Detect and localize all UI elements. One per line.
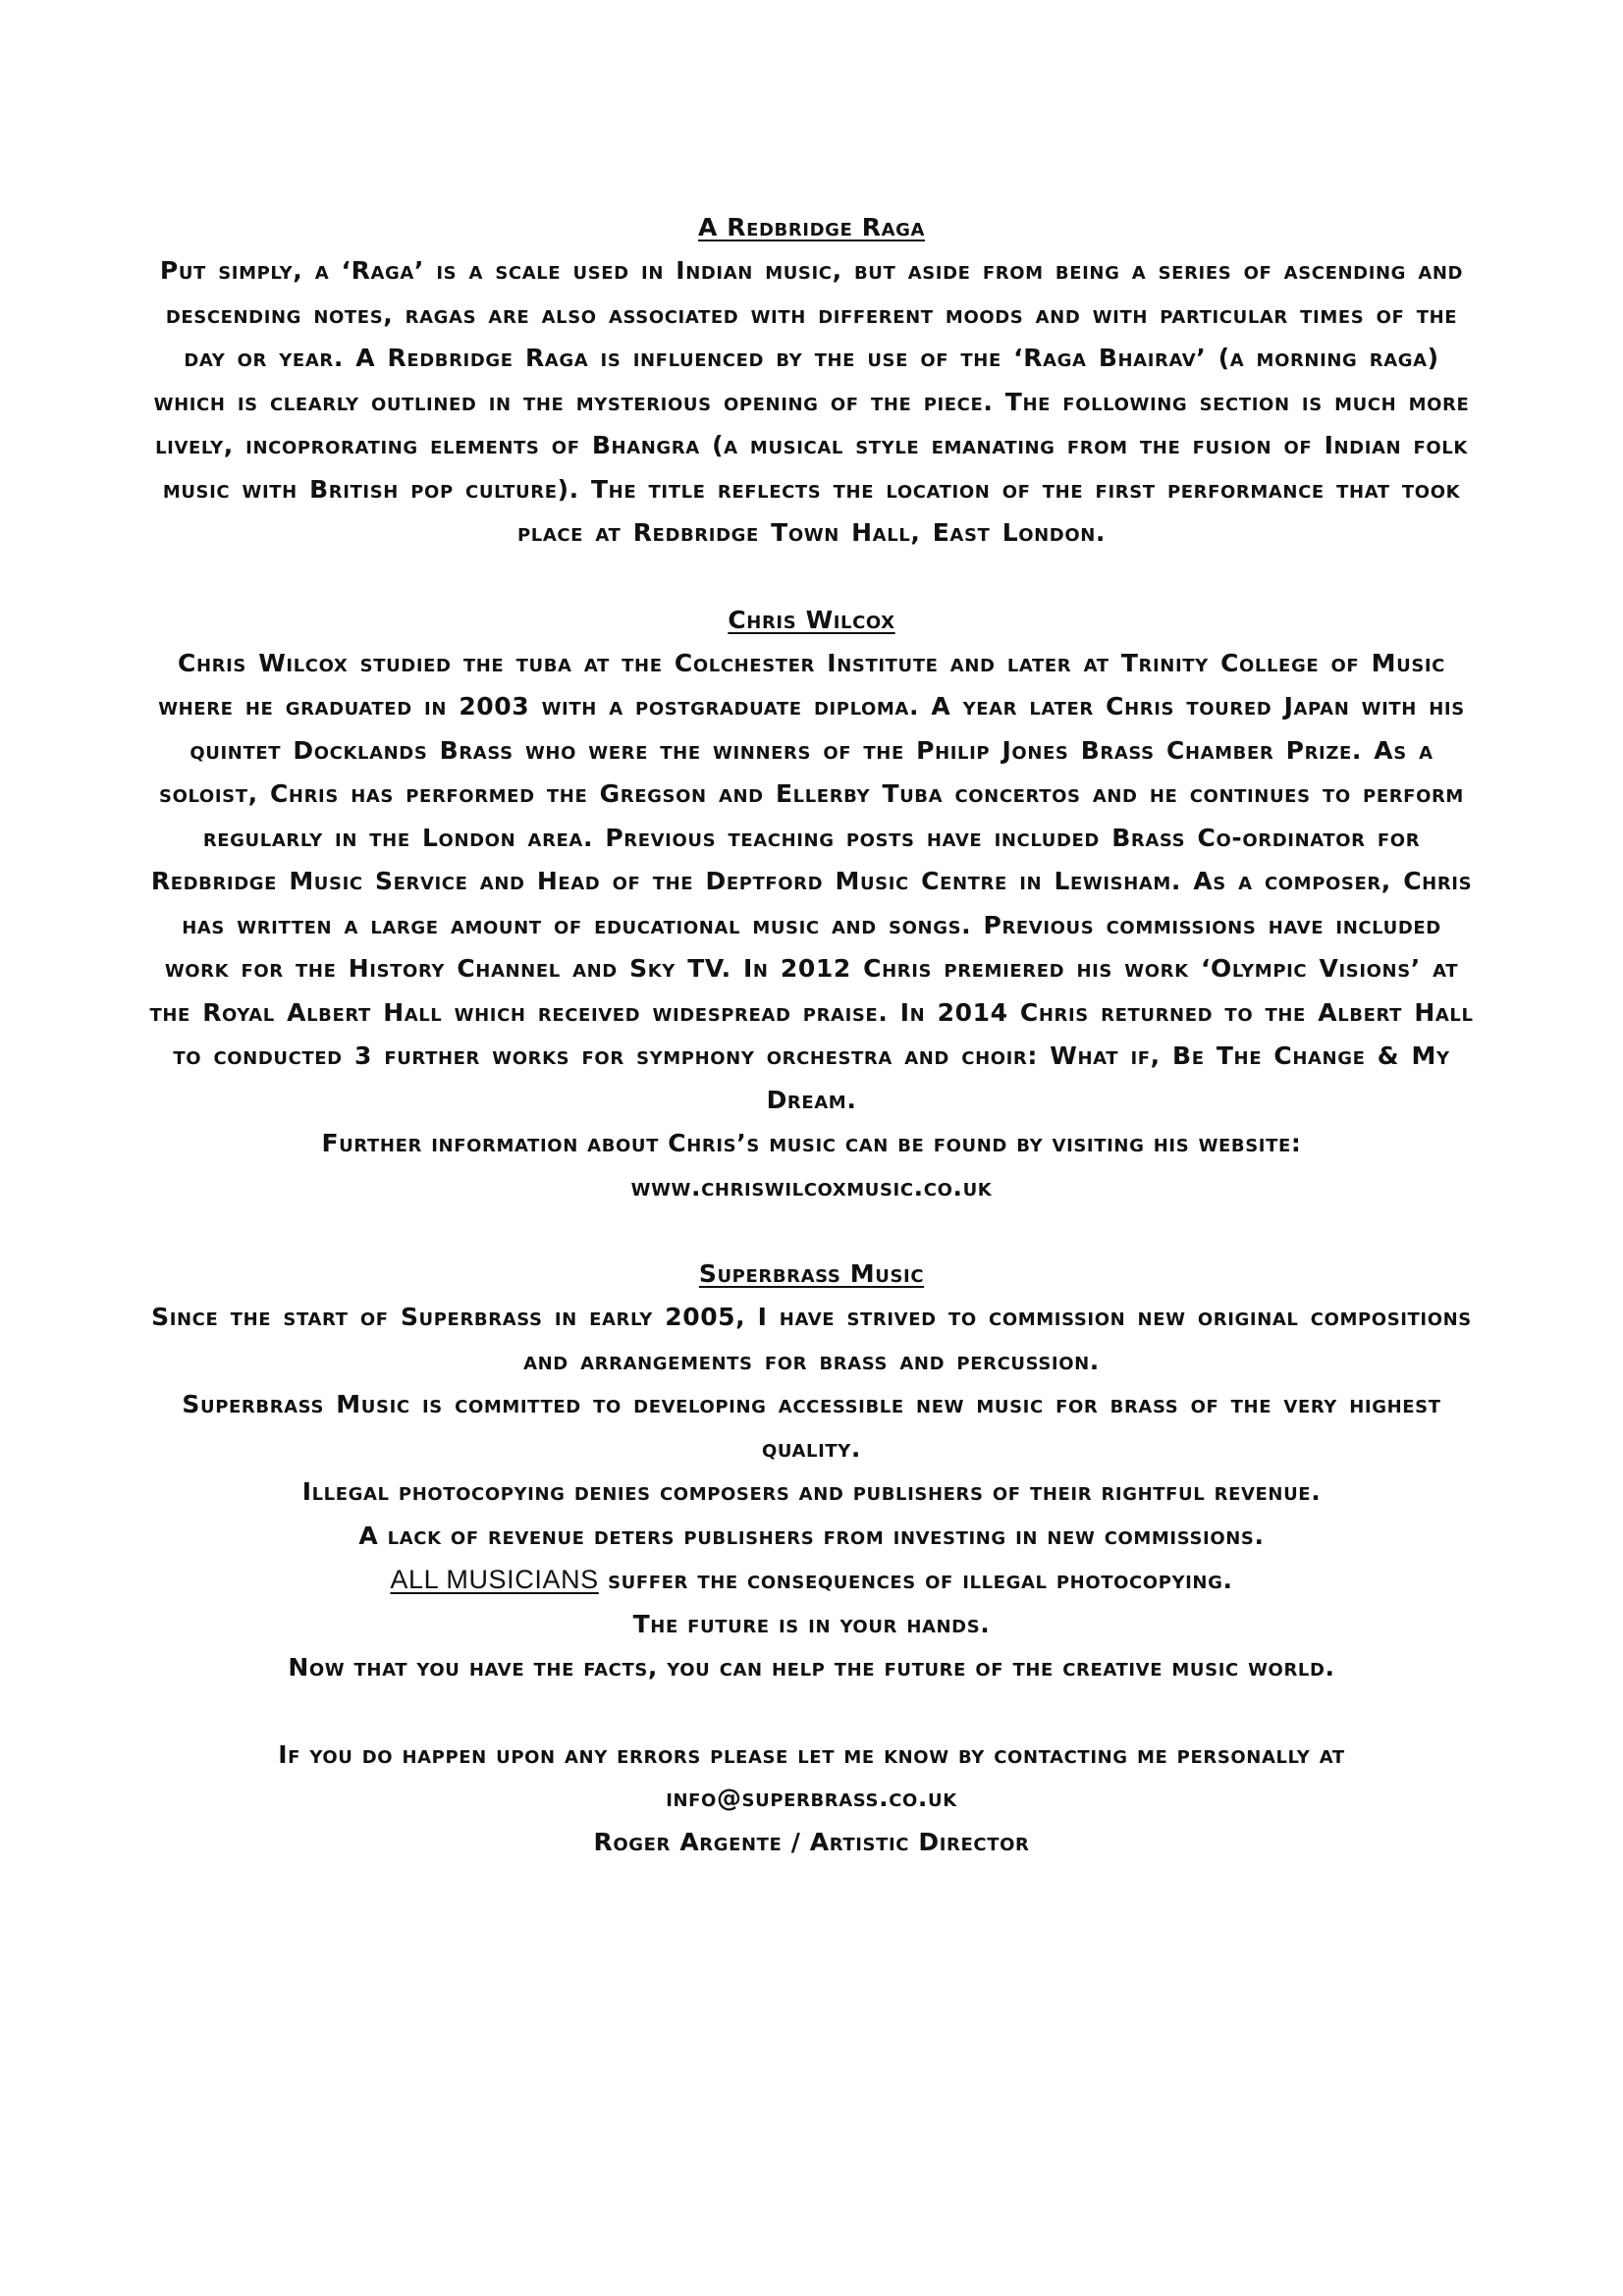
composer-biography: Chris Wilcox studied the tuba at the Colchester Institute and later at Trinity College of Music where he graduated in 2003 with a postgraduate diploma. A year later Chris toured Japan with his quintet Docklands Brass who were the winners of the Philip Jones Brass Chamber Prize. As a soloist, Chris has performed the Gregson and Ellerby Tuba concertos and he continues to perform regularly in the London area. Previous teaching posts have included Brass Co-ordinator for Redbridge Music Service and Head of the Deptford Music Centre in Lewisham. As a composer, Chris has written a large amount of educational music and songs. Previous commissions have included work for the History Channel and Sky TV. In 2012 Chris premiered his work ‘Olympic Visions’ at the Royal Albert Hall which received widespread praise. In 2014 Chris returned to the Albert Hall to conducted 3 further works for symphony orchestra and choir: What if, Be The Change & My Dream. [149, 648, 1474, 1114]
signature: Roger Argente / Artistic Director [593, 1827, 1030, 1856]
musicians-rest: suffer the consequences of illegal photocopying. [598, 1566, 1233, 1594]
composer-website-link[interactable]: www.chriswilcoxmusic.co.uk [630, 1172, 993, 1201]
illegal-copying-line: Illegal photocopying denies composers and publishers of their rightful revenue. [301, 1477, 1322, 1506]
musicians-line [147, 1558, 1476, 1603]
raga-section [147, 206, 1476, 556]
programme-notes-page [147, 206, 1476, 1907]
musicians-emphasis: ALL MUSICIANS [390, 1565, 599, 1594]
contact-email[interactable]: info@superbrass.co.uk [666, 1784, 957, 1812]
composer-info-line: Further information about Chris’s music can be found by visiting his website: [321, 1129, 1302, 1157]
publisher-heading: Superbrass Music [698, 1259, 925, 1288]
publisher-commitment: Superbrass Music is committed to developing accessible new music for brass of the very highest quality. [182, 1390, 1441, 1463]
facts-line: Now that you have the facts, you can help the future of the creative music world. [288, 1653, 1335, 1682]
raga-description: Put simply, a ‘Raga’ is a scale used in Indian music, but aside from being a series of ascending and descending notes, ragas are also associated with different moods and with particular times of the day or year. A Redbridge Raga is influenced by the use of the ‘Raga Bhairav’ (a morning raga) which is clearly outlined in the mysterious opening of the piece. The following section is much more lively, incoprorating elements of Bhangra (a musical style emanating from the fusion of Indian folk music with British pop culture). The title reflects the location of the first performance that took place at Redbridge Town Hall, East London. [153, 256, 1470, 547]
publisher-section [147, 1253, 1476, 1690]
composer-heading: Chris Wilcox [728, 605, 895, 634]
composer-section [147, 599, 1476, 1210]
raga-heading: A Redbridge Raga [697, 213, 926, 241]
errors-line: If you do happen upon any errors please let me know by contacting me personally at [278, 1739, 1345, 1769]
publisher-intro: Since the start of Superbrass in early 2005, I have strived to commission new original compositions and arrangements for brass and percussion. [151, 1303, 1472, 1375]
revenue-line: A lack of revenue deters publishers from investing in new commissions. [358, 1521, 1265, 1550]
contact-section [147, 1734, 1476, 1865]
future-line: The future is in your hands. [632, 1609, 991, 1638]
